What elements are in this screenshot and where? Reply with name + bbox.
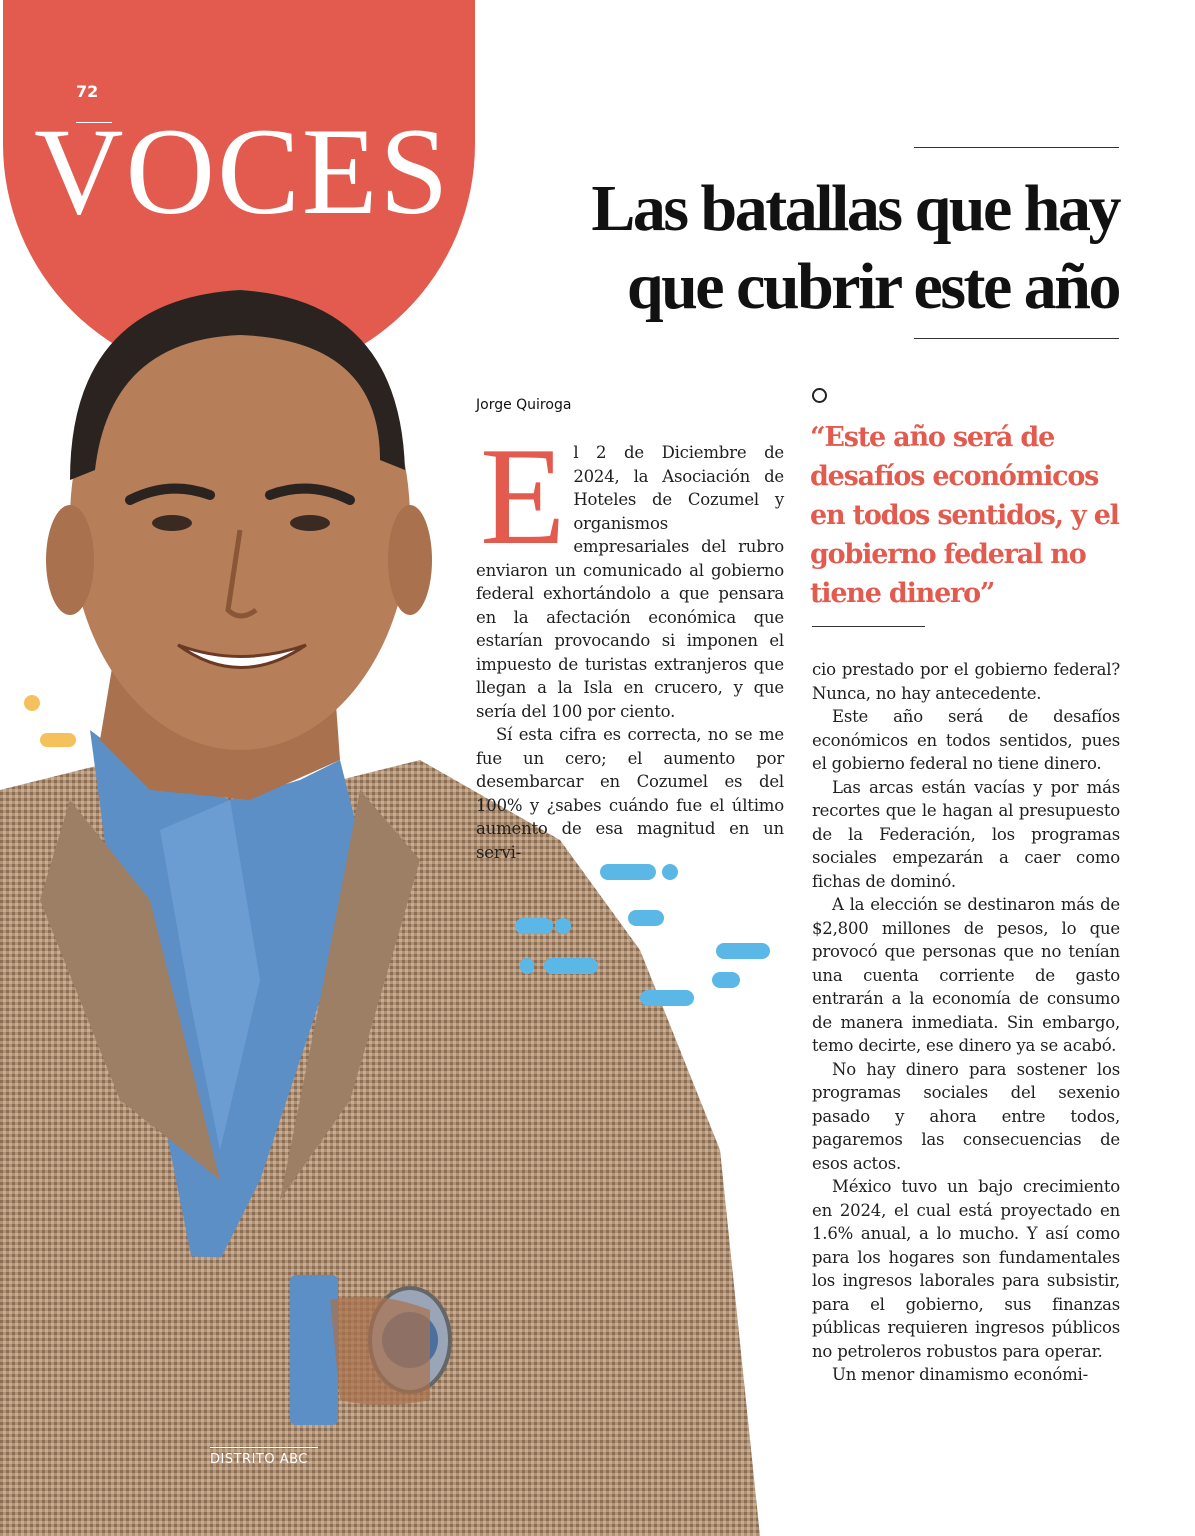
headline-bottom-rule <box>914 338 1119 339</box>
drop-cap: E <box>480 419 566 574</box>
article-paragraph <box>476 419 784 723</box>
pull-quote: “Este año será de desafíos económicos en todos sentidos, y el gobierno federal no tiene dinero” <box>810 422 1119 609</box>
section-title: VOCES <box>34 103 451 240</box>
paragraph-text: l 2 de Diciembre de 2024, la Asociación de Hoteles de Cozumel y organismos empresariales del rubro enviaron un comunicado al gobierno federal exhortándolo a que pensara en la afectación económica que estarían provocando si imponen el impuesto de turistas extranjeros que llegan a la Isla en crucero, y que sería del 100 por ciento. <box>476 443 784 721</box>
headline-top-rule <box>914 147 1119 148</box>
article-headline: Las batallas que hay que cubrir este año <box>591 172 1119 323</box>
article-paragraph: cio prestado por el gobierno federal? Nunca, no hay antecedente. <box>812 660 1120 703</box>
article-column-2 <box>812 658 1120 1387</box>
footer-rule <box>210 1447 318 1448</box>
circle-icon <box>812 388 827 403</box>
article-paragraph: México tuvo un bajo crecimiento en 2024, el cual está proyectado en 1.6% anual, a lo mucho. Y así como para los hogares son fundamentales los ingresos laborales para subsistir, para el gobierno, sus finanzas públicas requieren ingresos públicos no petroleros robustos para operar. <box>812 1177 1120 1361</box>
article-author: Jorge Quiroga <box>476 397 572 413</box>
page-number: 72 <box>76 82 99 101</box>
article-paragraph: Las arcas están vacías y por más recortes que le hagan al presupuesto de la Federación, los programas sociales empezarán a caer como fichas de dominó. <box>812 777 1120 891</box>
article-paragraph: Un menor dinamismo económi- <box>832 1365 1088 1384</box>
article-paragraph: No hay dinero para sostener los programas sociales del sexenio pasado y ahora entre todos, pagaremos las consecuencias de esos actos. <box>812 1059 1120 1173</box>
article-paragraph: A la elección se destinaron más de $2,800 millones de pesos, lo que provocó que personas que no tenían una cuenta corriente de gasto entrarán a la economía de consumo de manera inmediata. Sin embargo, temo decirte, ese dinero ya se acabó. <box>812 895 1120 1055</box>
article-paragraph: Este año será de desafíos económicos en todos sentidos, pues el gobierno federal no tiene dinero. <box>812 707 1120 773</box>
article-paragraph: Sí esta cifra es correcta, no se me fue un cero; el aumento por desembarcar en Cozumel es del 100% y ¿sabes cuándo fue el último aumento de esa magnitud en un servi- <box>476 725 784 862</box>
article-column-1 <box>476 419 784 864</box>
publication-footer: DISTRITO ABC <box>210 1452 308 1467</box>
pull-quote-rule <box>812 626 925 627</box>
